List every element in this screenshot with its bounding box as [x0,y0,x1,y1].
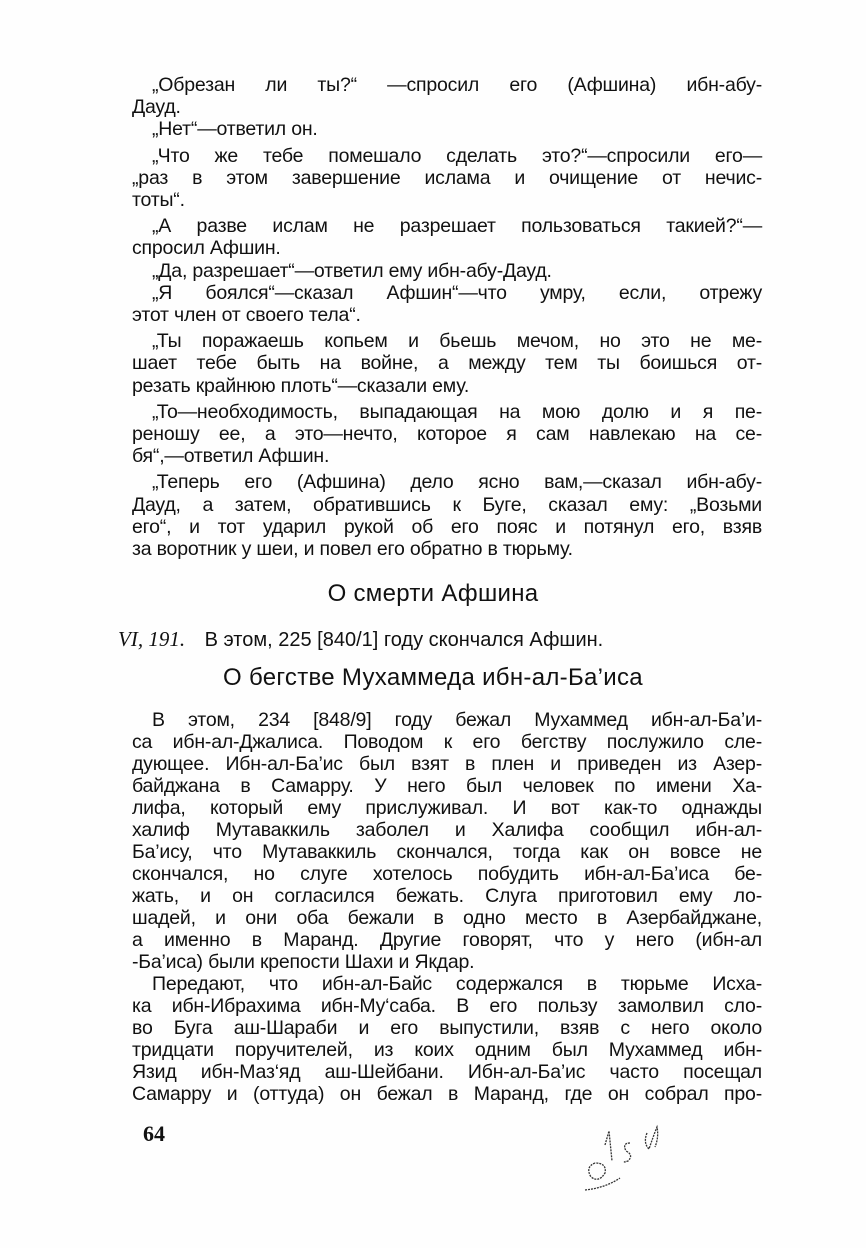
text-line: реношу ее, а это—нечто, которое я сам навлекаю на се- [132,423,762,445]
page-number: 64 [143,1121,165,1146]
text-line: „Обрезан ли ты?“ —спросил его (Афшина) ибн-абу- [152,74,762,96]
text-line: тридцати поручителей, из коих одним был Мухаммед ибн- [132,1039,762,1061]
text-line: его“, и тот ударил рукой об его пояс и потянул его, взяв [132,515,762,538]
section-heading-flight-of-muhammad: О бегстве Мухаммеда ибн-ал-Ба’иса [223,664,643,691]
text-line: Ба’ису, что Мутаваккиль скончался, тогда как он вовсе не [132,841,762,863]
reference-line [118,627,603,652]
handwritten-scribble-icon [575,1115,695,1195]
text-line: шадей, и они оба бежали в одно место в Азербайджане, [132,907,762,929]
text-line: халиф Мутаваккиль заболел и Халифа сообщил ибн-ал- [132,819,762,841]
text-line: „Да, разрешает“—ответил ему ибн-абу-Дауд. [152,259,552,282]
text-line: резать крайнюю плоть“—сказали ему. [132,374,470,397]
text-line: „То—необходимость, выпадающая на мою долю и я пе- [152,400,762,423]
source-reference: VI, 191. [118,627,186,651]
text-line: лифа, который ему прислуживал. И вот как-то однажды [132,797,762,819]
text-line: дующее. Ибн-ал-Ба’ис был взят в плен и приведен из Азер- [132,753,762,775]
text-line: Дауд. [132,96,181,119]
text-line: спросил Афшин. [132,237,281,260]
text-line: „Я боялся“—сказал Афшин“—что умру, если, отрежу [152,281,762,304]
text-line: байджана в Самарру. У него был человек по имени Ха- [132,775,762,797]
text-line: „Теперь его (Афшина) дело ясно вам,—сказал ибн-абу- [152,471,762,494]
text-line: „раз в этом завершение ислама и очищение от нечис- [132,166,762,189]
text-line: бя“,—ответил Афшин. [132,445,330,468]
text-line: са ибн-ал-Джалиса. Поводом к его бегству послужило сле- [132,731,762,753]
text-line: шает тебе быть на войне, а между тем ты боишься от- [132,352,762,375]
text-line: а именно в Маранд. Другие говорят, что у него (ибн-ал [132,929,762,951]
text-line: Передают, что ибн-ал-Байс содержался в тюрьме Исха- [152,973,762,995]
text-line: этот член от своего тела“. [132,304,361,326]
text-line: Самарру и (оттуда) он бежал в Маранд, где он собрал про- [132,1083,762,1105]
text-line: тоты“. [132,189,185,211]
text-line: скончался, но слуге хотелось побудить ибн-ал-Ба’иса бе- [132,863,762,885]
text-line: ка ибн-Ибрахима ибн-Му‘саба. В его пользу замолвил сло- [132,995,762,1017]
text-line: жать, и он согласился бежать. Слуга приготовил ему ло- [132,885,762,907]
reference-text: В этом, 225 [840/1] году скончался Афшин. [204,629,604,651]
text-line: Дауд, а затем, обратившись к Буге, сказал ему: „Возьми [132,493,762,516]
text-line: В этом, 234 [848/9] году бежал Мухаммед ибн-ал-Ба’и- [152,709,762,731]
text-line: „Что же тебе помешало сделать это?“—спросили его— [152,144,762,167]
text-line: -Ба’иса) были крепости Шахи и Якдар. [132,951,475,973]
section-heading-death-of-afshin: О смерти Афшина [327,580,539,607]
text-line: „Ты поражаешь копьем и бьешь мечом, но это не ме- [152,330,762,353]
text-line: во Буга аш-Шараби и его выпустили, взяв с него около [132,1017,762,1039]
text-line: „А разве ислам не разрешает пользоваться такией?“— [152,215,762,238]
text-line: „Нет“—ответил он. [152,118,318,141]
text-line: за воротник у шеи, и повел его обратно в тюрьму. [132,538,573,560]
text-line: Язид ибн-Маз‘яд аш-Шейбани. Ибн-ал-Ба’ис часто посещал [132,1061,762,1083]
